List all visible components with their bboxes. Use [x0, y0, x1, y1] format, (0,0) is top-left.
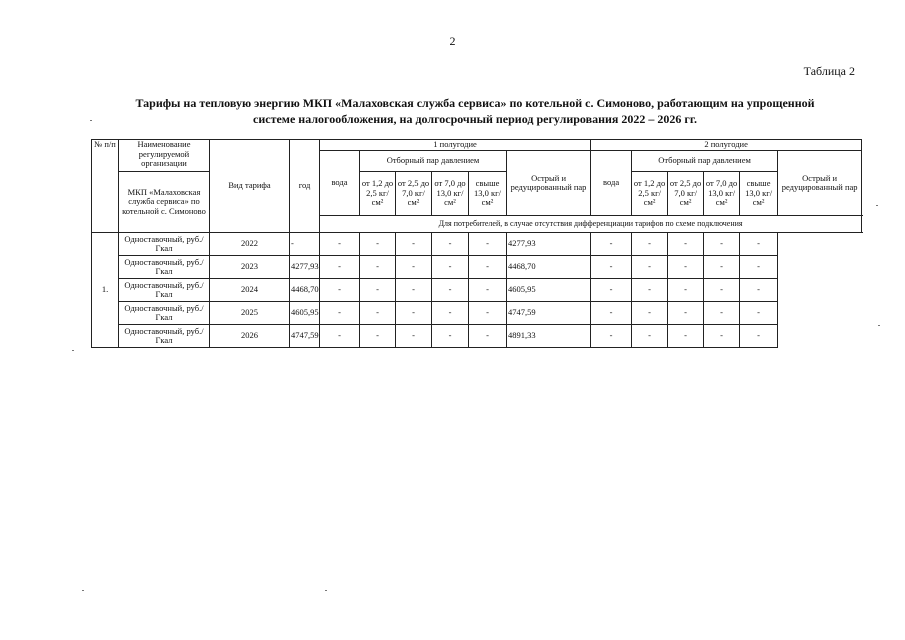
cell-year: 2026: [210, 325, 290, 348]
header-h1-p3: от 7,0 до 13,0 кг/см²: [432, 172, 469, 216]
cell-h2-p1: -: [591, 256, 632, 279]
header-h1-water: вода: [320, 151, 360, 216]
header-row-1: [92, 140, 862, 151]
cell-year: 2023: [210, 256, 290, 279]
scan-speck: [878, 325, 880, 326]
cell-h1-sharp: -: [469, 302, 507, 325]
cell-h1-p1: -: [320, 302, 360, 325]
cell-h2-p3: -: [668, 279, 704, 302]
cell-h2-p3: -: [668, 302, 704, 325]
table-row: [92, 233, 862, 256]
header-h2-sharp: Острый и редуцированный пар: [778, 151, 862, 216]
cell-h1-p4: -: [432, 325, 469, 348]
tariff-table: [91, 139, 862, 348]
cell-type: Одноставочный, руб./Гкал: [119, 279, 210, 302]
cell-h2-p4: -: [704, 325, 740, 348]
cell-h2-p4: -: [704, 302, 740, 325]
cell-h1-p3: -: [396, 233, 432, 256]
header-h1-p2: от 2,5 до 7,0 кг/см²: [396, 172, 432, 216]
scan-speck: [82, 590, 84, 591]
cell-h1-p4: -: [432, 302, 469, 325]
cell-h1-p2: -: [360, 256, 396, 279]
header-org: Наименование регулируемой организации: [119, 140, 210, 172]
cell-h2-p1: -: [591, 279, 632, 302]
cell-h2-p3: -: [668, 325, 704, 348]
cell-h1-water: 4277,93: [290, 256, 320, 279]
title-line-2: системе налогообложения, на долгосрочный период регулирования 2022 – 2026 гг.: [253, 112, 697, 126]
header-h2-steam-group: Отборный пар давлением: [632, 151, 778, 172]
table-label: Таблица 2: [803, 64, 855, 78]
cell-h2-p1: -: [591, 325, 632, 348]
cell-h2-p2: -: [632, 279, 668, 302]
cell-h1-p3: -: [396, 256, 432, 279]
cell-h2-p3: -: [668, 256, 704, 279]
cell-h1-p2: -: [360, 325, 396, 348]
cell-h2-water: 4468,70: [507, 256, 591, 279]
header-half1: 1 полугодие: [320, 140, 591, 151]
cell-h1-p3: -: [396, 302, 432, 325]
row-number-cell: 1.: [92, 233, 119, 348]
cell-h1-p2: -: [360, 302, 396, 325]
cell-type: Одноставочный, руб./Гкал: [119, 256, 210, 279]
header-h2-water: вода: [591, 151, 632, 216]
cell-h2-sharp: -: [740, 279, 778, 302]
cell-h1-p1: -: [320, 279, 360, 302]
cell-h2-p2: -: [632, 325, 668, 348]
header-year: год: [290, 140, 320, 233]
scan-speck: [876, 205, 878, 206]
header-half2: 2 полугодие: [591, 140, 862, 151]
cell-h1-p4: -: [432, 233, 469, 256]
cell-h2-water: 4891,33: [507, 325, 591, 348]
org-cell: МКП «Малаховская служба сервиса» по котельной с. Симоново: [119, 172, 210, 233]
cell-h2-water: 4277,93: [507, 233, 591, 256]
cell-h2-p2: -: [632, 233, 668, 256]
header-h2-p4: свыше 13,0 кг/см²: [740, 172, 778, 216]
cell-year: 2024: [210, 279, 290, 302]
cell-h1-p1: -: [320, 325, 360, 348]
scan-speck: [325, 590, 327, 591]
cell-h1-p3: -: [396, 279, 432, 302]
cell-h2-p1: -: [591, 302, 632, 325]
cell-h1-water: -: [290, 233, 320, 256]
cell-year: 2025: [210, 302, 290, 325]
scan-speck: [72, 350, 74, 351]
table-row: [92, 279, 862, 302]
cell-h1-p3: -: [396, 325, 432, 348]
header-h1-steam-group: Отборный пар давлением: [360, 151, 507, 172]
cell-h1-p1: -: [320, 233, 360, 256]
header-h1-sharp: Острый и редуцированный пар: [507, 151, 591, 216]
header-h2-p1: от 1,2 до 2,5 кг/см²: [632, 172, 668, 216]
header-h2-p3: от 7,0 до 13,0 кг/см²: [704, 172, 740, 216]
cell-year: 2022: [210, 233, 290, 256]
cell-type: Одноставочный, руб./Гкал: [119, 233, 210, 256]
tariff-table-body: [92, 140, 862, 348]
scan-speck: [90, 120, 92, 121]
page-number: 2: [449, 34, 456, 48]
cell-h2-p4: -: [704, 233, 740, 256]
cell-h1-p2: -: [360, 279, 396, 302]
header-h1-p4: свыше 13,0 кг/см²: [469, 172, 507, 216]
cell-h1-water: 4605,95: [290, 302, 320, 325]
table-row: [92, 325, 862, 348]
header-h1-p1: от 1,2 до 2,5 кг/см²: [360, 172, 396, 216]
title-line-1: Тарифы на тепловую энергию МКП «Малаховская служба сервиса» по котельной с. Симоново, работающим на упрощенной: [135, 96, 815, 110]
cell-h2-sharp: -: [740, 302, 778, 325]
cell-h1-sharp: -: [469, 325, 507, 348]
table-row: [92, 256, 862, 279]
cell-h2-sharp: -: [740, 325, 778, 348]
cell-h2-p1: -: [591, 233, 632, 256]
cell-h2-p4: -: [704, 279, 740, 302]
cell-type: Одноставочный, руб./Гкал: [119, 325, 210, 348]
header-tariff-type: Вид тарифа: [210, 140, 290, 233]
cell-type: Одноставочный, руб./Гкал: [119, 302, 210, 325]
cell-h2-p4: -: [704, 256, 740, 279]
cell-h1-sharp: -: [469, 279, 507, 302]
cell-h1-p2: -: [360, 233, 396, 256]
consumers-note: Для потребителей, в случае отсутствия дифференциации тарифов по схеме подключения: [320, 216, 862, 233]
cell-h2-water: 4605,95: [507, 279, 591, 302]
cell-h2-water: 4747,59: [507, 302, 591, 325]
cell-h1-water: 4468,70: [290, 279, 320, 302]
header-row-3: [92, 172, 862, 216]
header-h2-p2: от 2,5 до 7,0 кг/см²: [668, 172, 704, 216]
cell-h2-sharp: -: [740, 233, 778, 256]
cell-h1-p4: -: [432, 256, 469, 279]
cell-h1-sharp: -: [469, 233, 507, 256]
cell-h2-sharp: -: [740, 256, 778, 279]
cell-h2-p2: -: [632, 256, 668, 279]
table-row: [92, 302, 862, 325]
header-num: № п/п: [92, 140, 119, 233]
cell-h1-sharp: -: [469, 256, 507, 279]
cell-h1-p1: -: [320, 256, 360, 279]
cell-h1-water: 4747,59: [290, 325, 320, 348]
document-title: [95, 95, 855, 127]
cell-h2-p3: -: [668, 233, 704, 256]
cell-h1-p4: -: [432, 279, 469, 302]
cell-h2-p2: -: [632, 302, 668, 325]
